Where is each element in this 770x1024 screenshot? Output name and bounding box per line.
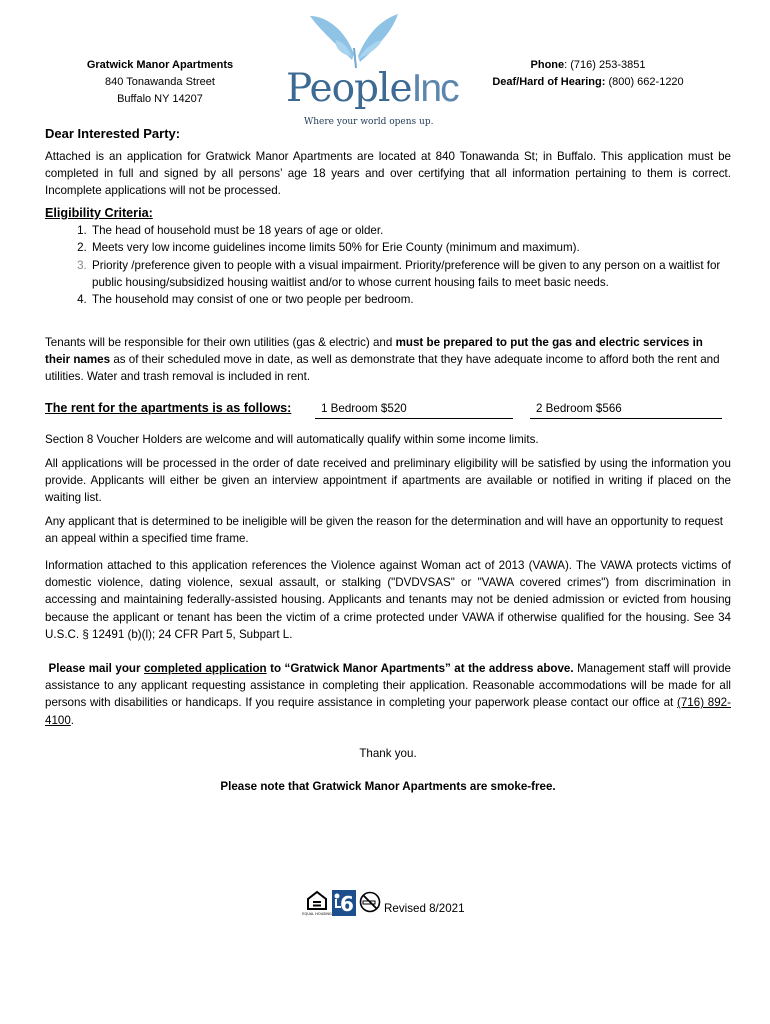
office-phone: (716) 892-4100 <box>45 696 731 727</box>
rent-section <box>45 401 735 421</box>
mail-paragraph <box>45 660 731 729</box>
eligibility-list <box>45 222 731 308</box>
deaf-line <box>478 74 698 91</box>
utilities-text-end: as of their scheduled move in date, as well as demonstrate that they have adequate income to afford both the rent and utilities. Water and trash removal is included in rent. <box>45 353 720 384</box>
intro-paragraph: Attached is an application for Gratwick Manor Apartments are located at 840 Tonawanda St; in Buffalo. This application must be completed in full and signed by all persons’ age 18 years and over certifying that all information pertaining to them is correct. Incomplete applications will not be processed. <box>45 150 731 198</box>
property-name: Gratwick Manor Apartments <box>86 59 234 71</box>
logo-people-text: People <box>286 66 412 111</box>
deaf-label: Deaf/Hard of Hearing: <box>492 76 606 88</box>
utilities-paragraph <box>45 334 731 386</box>
smoke-free-notice: Please note that Gratwick Manor Apartments are smoke-free. <box>220 780 556 793</box>
butterfly-icon <box>280 10 440 70</box>
vawa-paragraph: Information attached to this application references the Violence against Woman act of 2013 (VAWA). The VAWA protects victims of domestic violence, dating violence, sexual assault, or stalking ("DVDVSAS" or "VAWA covered crimes") from discrimination in accessing and maintaining federally-assisted housing. Applicants and tenants may not be denied admission or evicted from housing because the applicant or tenant has been the victim of a crime protected under VAWA if otherwise qualified for the housing. See 34 U.S.C. § 12491 (b)(l); 24 CFR Part 5, Subpart L. <box>45 559 731 641</box>
city-state-zip: Buffalo NY 14207 <box>117 93 203 105</box>
rent-one-bedroom: 1 Bedroom $520 <box>315 402 513 419</box>
list-item: 3. Priority /preference given to people with a visual impairment. Priority/preference will be given to any person on a waitlist for public housing/subsidized housing waitlist and/or to whose current housing fails to meet basic needs. <box>90 257 731 291</box>
equal-housing-text: EQUAL HOUSING <box>302 912 332 916</box>
utilities-bold-text: must be prepared to put the gas and electric services in their names <box>45 336 703 367</box>
logo-inc-text: Inc <box>411 67 458 110</box>
phone-number: : (716) 253-3851 <box>564 59 646 71</box>
phone-label: Phone <box>530 59 565 71</box>
mail-assistance-text: Management staff will provide assistance to any applicant requesting assistance in completing their application. Reasonable accommodations will be made for all persons with disabilities or handicaps. If you require assistance in completing your paperwork please contact our office at <box>45 662 731 710</box>
street-address: 840 Tonawanda Street <box>105 76 215 88</box>
list-item: 1. The head of household must be 18 years of age or older. <box>90 222 731 239</box>
section8-paragraph: Section 8 Voucher Holders are welcome and will automatically qualify within some income limits. <box>45 433 539 446</box>
people-inc-logo <box>280 10 458 130</box>
mail-address-text: to “Gratwick Manor Apartments” at the address above. <box>266 662 574 675</box>
mail-text: Please mail your <box>48 662 144 675</box>
contact-phones <box>478 57 698 91</box>
processing-paragraph: All applications will be processed in the order of date received and preliminary eligibility will be satisfied by using the information you provide. Applicants will either be given an interview appointment if apartments are available or notified in writing if placed on the waiting list. <box>45 457 731 505</box>
revised-date: Revised 8/2021 <box>384 902 465 915</box>
completed-application-text: completed application <box>143 662 267 675</box>
list-item: 4. The household may consist of one or two people per bedroom. <box>90 291 731 308</box>
deaf-number: (800) 662-1220 <box>605 76 684 88</box>
utilities-text: Tenants will be responsible for their own utilities (gas & electric) and <box>45 336 396 349</box>
mail-end: . <box>70 713 75 727</box>
property-address <box>60 57 260 108</box>
ineligible-paragraph: Any applicant that is determined to be ineligible will be given the reason for the determination and will have an opportunity to request an appeal within a specified time frame. <box>45 515 724 546</box>
list-item: 2. Meets very low income guidelines income limits 50% for Erie County (minimum and maximum). <box>90 239 731 256</box>
phone-line <box>478 57 698 74</box>
salutation: Dear Interested Party: <box>45 126 181 141</box>
accessibility-icon <box>332 890 356 916</box>
no-smoking-icon <box>359 891 381 913</box>
logo-tagline: Where your world opens up. <box>304 117 434 127</box>
equal-housing-icon <box>302 890 332 916</box>
logo-wordmark <box>286 66 458 111</box>
thank-you: Thank you. <box>359 747 417 760</box>
footer <box>302 890 506 920</box>
eligibility-heading: Eligibility Criteria: <box>45 206 153 220</box>
accessibility-text: 6 <box>340 892 354 916</box>
rent-two-bedroom: 2 Bedroom $566 <box>530 402 722 419</box>
rent-heading: The rent for the apartments is as follows: <box>45 401 292 415</box>
